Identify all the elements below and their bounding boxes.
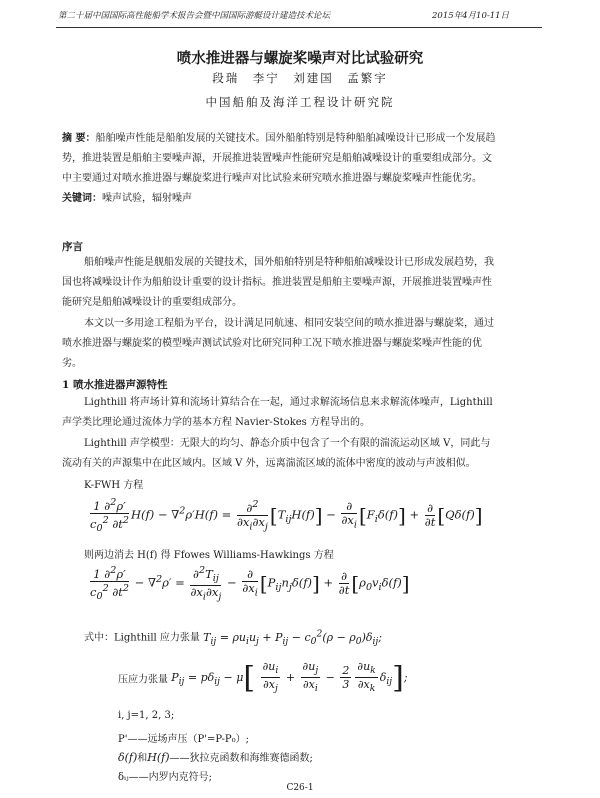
paper-affiliation: 中国船舶及海洋工程设计研究院 [205,95,395,109]
intro-heading: 序言 [62,241,83,253]
header-rule [56,27,542,28]
section-line: 声学类比理论通过流体力学的基本方程 Navier-Stokes 方程导出的。 [62,417,370,428]
index-line: i, j=1, 2, 3; [118,710,175,721]
equation-fwh: $\frac{1 \partial^2\rho'}{c_0^2 \partial t^2}$ − ∇$^2$ρ′ = $\frac{\partial^2T_{ij}}{\partial x_i\partial x_j}$ − $\frac{\partial}{\partial x_i}$ $[P_{ij}n_j\delta(f)]$ + $\frac{\partial}{\partial t}$ $[\rho_0v_i\delta(f)]$ [90,565,410,603]
running-header-date: 2015年4月10-11日 [432,11,510,21]
stress-tensor-line: 式中：Lighthill 应力张量 $T_{ij} = \rho u_iu_j + P_{ij} - c_0^2(\rho - \rho_0)\delta_{ij}$; [84,628,382,647]
paper-authors: 段瑞 李宁 刘建国 孟繁宇 [212,71,388,85]
section-1-paragraph-1 [62,393,493,433]
section-line: Lighthill 声学模型：无限大的均匀、静态介质中包含了一个有限的湍流运动区域 V，同此与 [84,438,491,449]
abstract [62,129,495,209]
intro-line: 国也将减噪设计作为船舶设计重要的设计指标。推进装置是船舶主要噪声源，开展推进装置噪声性 [62,277,492,288]
delta-and: 和 [137,753,148,764]
keywords-label: 关键词： [62,193,102,204]
intro-line: 船舶噪声性能是舰船发展的关键技术，国外船舶特别是特种船舶减噪设计已形成发展趋势，我 [84,257,494,268]
intro-line: 劣。 [62,358,82,369]
intro-paragraph-1 [62,253,494,313]
paper-title: 喷水推进器与螺旋桨噪声对比试验研究 [176,50,424,67]
equation-kfwh: $\frac{1 \partial^2\rho'}{c_0^2 \partial t^2}$ H(f) − ∇$^2$ρ′H(f) = $\frac{\partial^2}{\partial x_i\partial x_j}$ $[T_{ij}H(f)]$ − $\frac{\partial}{\partial x_i}$ $[F_i\delta(f)]$ + $\frac{\partial}{\partial t}$ [Qδ(f)] [90,497,483,534]
keywords: 噪声试验，辐射噪声 [102,193,192,204]
pressure-def-line: P'——远场声压（P'=P-P₀）; [118,734,250,745]
pressure-tensor-prefix: 压应力张量 [118,674,168,686]
running-header-conference: 第二十届中国国际高性能船学术报告会暨中国国际游艇设计建造技术论坛 [58,11,331,21]
intro-line: 本文以一多用途工程船为平台，设计满足同航速、相同安装空间的喷水推进器与螺旋桨，通过 [84,318,494,329]
section-line: 流动有关的声源集中在此区域内。区域 V 外，远离湍流区域的流体中密度的波动与声波相似。 [62,458,476,469]
abstract-line: 势，推进装置是船舶主要噪声源，开展推进装置噪声性能研究是船舶减噪设计的重要组成部分。文 [62,153,492,164]
section-1-paragraph-2 [62,434,490,474]
section-1-heading: 1 喷水推进器声源特性 [62,379,168,391]
delta-def-text: ——狄拉克函数和海维赛德函数; [169,753,313,764]
abstract-line: 船舶噪声性能是船舶发展的关键技术。国外船舶特别是特种船舶减噪设计已形成一个发展趋 [95,133,496,144]
intro-line: 能研究是船舶减噪设计的重要组成部分。 [62,297,242,308]
pressure-tensor-line: 压应力张量 $P_{ij} = p\delta_{ij} - \mu$[ $\frac{\partial u_i}{\partial x_j}$ + $\frac{\partial u_j}{\partial x_i}$ − $\frac{2}{3}$ $\frac{\partial u_k}{\partial x_k}$ $\delta_{ij}$]; [118,660,408,696]
kfwh-label: K-FWH 方程 [84,480,144,491]
intro-paragraph-2 [62,314,494,374]
abstract-line: 中主要通过对喷水推进器与螺旋桨进行噪声对比试验来研究喷水推进器与螺旋桨噪声性能优劣。 [62,173,482,184]
section-line: Lighthill 将声场计算和流场计算结合在一起，通过求解流场信息来求解流体噪声，Lighthill [84,397,493,408]
abstract-label: 摘 要： [62,133,96,144]
intro-line: 喷水推进器与螺旋桨的模型噪声测试试验对比研究同种工况下喷水推进器与螺旋桨噪声性能的优 [62,338,482,349]
page-number: C26-1 [286,783,314,793]
delta-def-line: δ(f)和H(f)——狄拉克函数和海维赛德函数; [118,751,313,764]
kronecker-line: δᵢⱼ——内罗内克符号; [118,772,213,783]
ffowcs-line: 则两边消去 H(f) 得 Ffowes Williams-Hawkings 方程 [84,550,334,561]
stress-tensor-prefix: 式中：Lighthill 应力张量 [84,632,200,644]
